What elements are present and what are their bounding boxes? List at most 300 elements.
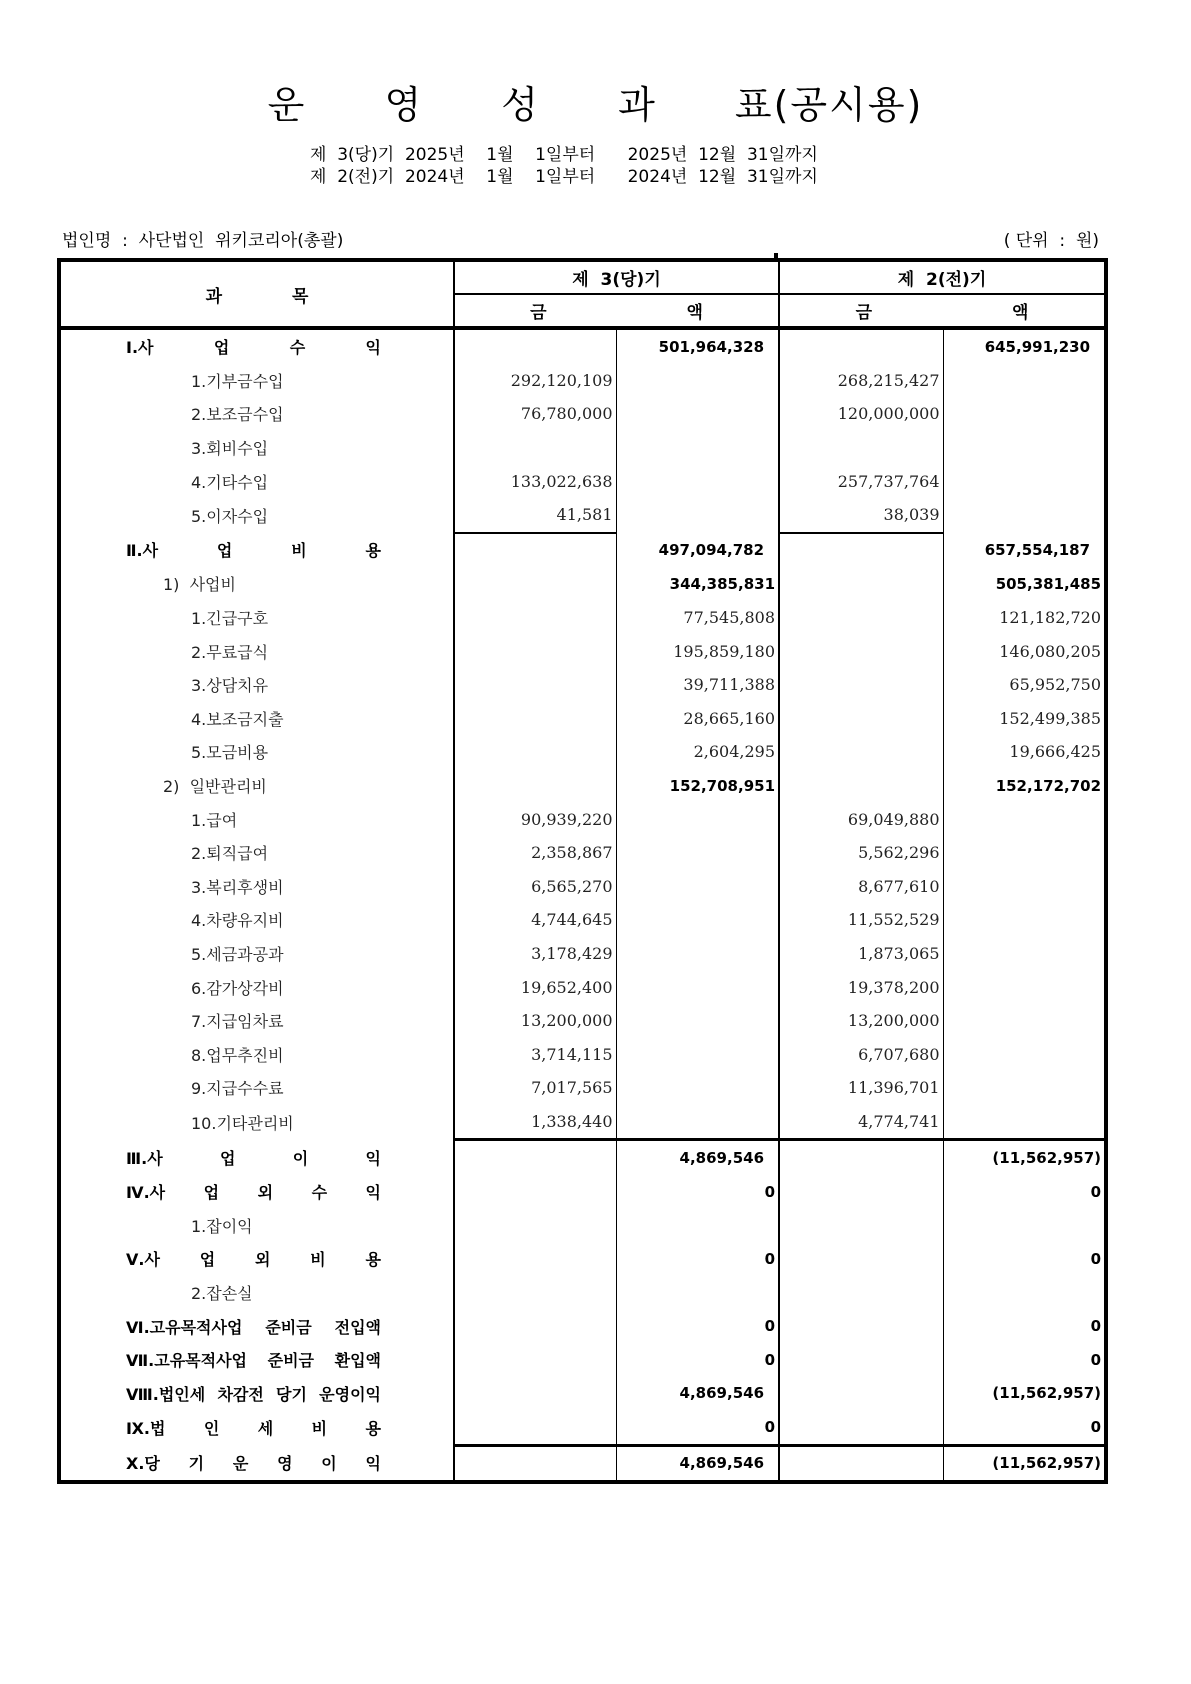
- line-item-title: 3.회비수입: [191, 439, 269, 459]
- cur-sub-amount: [454, 735, 616, 769]
- table-row: [59, 903, 1106, 937]
- row-label: [59, 364, 454, 398]
- section-title: [126, 1416, 381, 1439]
- cur-total-amount: 0: [616, 1410, 779, 1445]
- row-label: [59, 836, 454, 870]
- prev-total-amount: 657,554,187: [943, 533, 1106, 568]
- cur-total-amount: [616, 1208, 779, 1242]
- table-row: [59, 970, 1106, 1004]
- cur-sub-amount: [454, 1376, 616, 1410]
- cur-total-amount: 4,869,546: [616, 1445, 779, 1482]
- section-title: [126, 1180, 381, 1203]
- group-title: 1) 사업비: [163, 575, 236, 595]
- section-title-part: 이: [321, 1454, 337, 1474]
- cur-total-amount: 0: [616, 1175, 779, 1209]
- table-row: [59, 1004, 1106, 1038]
- cur-sub-amount: [454, 1242, 616, 1276]
- table-row: [59, 397, 1106, 431]
- row-label: [59, 498, 454, 533]
- row-label: [59, 937, 454, 971]
- section-title-part: Ⅸ.법: [126, 1419, 166, 1439]
- prev-sub-amount: 1,873,065: [779, 937, 943, 971]
- line-item-title: 1.잡이익: [191, 1216, 253, 1236]
- cur-sub-amount: 76,780,000: [454, 397, 616, 431]
- prev-sub-amount: [779, 431, 943, 465]
- corporation-name: 법인명 : 사단법인 위키코리아(총괄): [62, 231, 344, 251]
- prev-total-amount: [943, 1071, 1106, 1105]
- prev-sub-amount: [779, 1208, 943, 1242]
- cur-total-amount: 4,869,546: [616, 1376, 779, 1410]
- line-item-title: 2.잡손실: [191, 1283, 253, 1303]
- cur-sub-amount: 13,200,000: [454, 1004, 616, 1038]
- cur-sub-amount: 4,744,645: [454, 903, 616, 937]
- table-row: [59, 1208, 1106, 1242]
- row-label: [59, 397, 454, 431]
- prev-total-amount: (11,562,957): [943, 1445, 1106, 1482]
- prev-sub-amount: [779, 567, 943, 601]
- prev-sub-amount: [779, 533, 943, 568]
- row-label: [59, 464, 454, 498]
- row-label: [59, 1175, 454, 1209]
- prev-sub-amount: 4,774,741: [779, 1105, 943, 1140]
- section-title-part: 수: [311, 1183, 328, 1203]
- line-item-title: 4.기타수입: [191, 472, 269, 492]
- section-title-part: 용: [365, 1250, 381, 1270]
- row-label: [59, 802, 454, 836]
- cur-total-amount: [616, 498, 779, 533]
- cur-sub-amount: 292,120,109: [454, 364, 616, 398]
- table-row: [59, 802, 1106, 836]
- section-title-part: Ⅵ.고유목적사업: [126, 1317, 243, 1337]
- prev-total-amount: [943, 870, 1106, 904]
- table-row: [59, 328, 1106, 364]
- row-label: [59, 1410, 454, 1445]
- group-title: 2) 일반관리비: [163, 777, 267, 797]
- section-title-part: 준비금: [267, 1351, 314, 1371]
- cur-sub-amount: [454, 431, 616, 465]
- section-title-part: 운영이익: [319, 1384, 381, 1404]
- section-title-part: 업: [213, 338, 230, 358]
- cur-total-amount: [616, 970, 779, 1004]
- table-row: [59, 668, 1106, 702]
- cur-total-amount: [616, 836, 779, 870]
- prev-total-amount: [943, 1037, 1106, 1071]
- prev-total-amount: (11,562,957): [943, 1140, 1106, 1175]
- cur-total-amount: [616, 397, 779, 431]
- section-title-part: 이: [292, 1148, 309, 1168]
- line-item-title: 1.기부금수입: [191, 371, 284, 391]
- section-title-part: 외: [254, 1250, 271, 1270]
- prev-total-amount: 0: [943, 1309, 1106, 1343]
- prev-sub-amount: [779, 702, 943, 736]
- cur-total-amount: [616, 1105, 779, 1140]
- section-title-part: 전입액: [334, 1317, 381, 1337]
- section-title: [126, 1247, 381, 1270]
- section-title-part: 업: [199, 1250, 216, 1270]
- line-item-title: 5.이자수입: [191, 506, 269, 526]
- prev-sub-amount: 11,552,529: [779, 903, 943, 937]
- prev-total-amount: [943, 802, 1106, 836]
- line-item-title: 9.지급수수료: [191, 1079, 284, 1099]
- section-title-part: Ⅳ.사: [126, 1183, 166, 1203]
- current-amount-header: [454, 294, 779, 328]
- row-label: [59, 1242, 454, 1276]
- current-period-header: 제 3(당)기: [454, 260, 779, 294]
- prev-sub-amount: [779, 1309, 943, 1343]
- table-row: [59, 1071, 1106, 1105]
- prev-total-amount: [943, 397, 1106, 431]
- prev-sub-amount: 257,737,764: [779, 464, 943, 498]
- line-item-title: 5.세금과공과: [191, 944, 284, 964]
- table-row: [59, 567, 1106, 601]
- cur-sub-amount: [454, 702, 616, 736]
- cur-total-amount: [616, 1004, 779, 1038]
- row-label: [59, 769, 454, 803]
- line-item-title: 6.감가상각비: [191, 978, 284, 998]
- cur-total-amount: [616, 364, 779, 398]
- cur-total-amount: 0: [616, 1242, 779, 1276]
- section-title-part: 비: [291, 541, 307, 561]
- row-label: [59, 870, 454, 904]
- prev-total-amount: 0: [943, 1410, 1106, 1445]
- table-row: [59, 1140, 1106, 1175]
- prev-total-amount: 152,499,385: [943, 702, 1106, 736]
- prev-total-amount: [943, 970, 1106, 1004]
- prev-sub-amount: [779, 1410, 943, 1445]
- cur-sub-amount: 2,358,867: [454, 836, 616, 870]
- cur-total-amount: 2,604,295: [616, 735, 779, 769]
- table-row: [59, 1037, 1106, 1071]
- line-item-title: 4.차량유지비: [191, 911, 284, 931]
- cur-sub-amount: [454, 769, 616, 803]
- table-row: [59, 1105, 1106, 1140]
- section-title-part: 기: [188, 1454, 205, 1474]
- amount-char: 금: [855, 303, 873, 323]
- prev-sub-amount: 13,200,000: [779, 1004, 943, 1038]
- line-item-title: 3.복리후생비: [191, 877, 284, 897]
- subject-header: [59, 260, 454, 328]
- table-row: [59, 1376, 1106, 1410]
- section-title-part: 비: [311, 1419, 328, 1439]
- prev-sub-amount: [779, 769, 943, 803]
- prev-sub-amount: [779, 735, 943, 769]
- cur-sub-amount: [454, 1276, 616, 1310]
- row-label: [59, 634, 454, 668]
- prev-sub-amount: [779, 1175, 943, 1209]
- cur-sub-amount: [454, 1175, 616, 1209]
- prev-sub-amount: [779, 1242, 943, 1276]
- section-title-part: 차감전: [217, 1384, 264, 1404]
- section-title: [126, 538, 381, 561]
- cur-total-amount: [616, 802, 779, 836]
- amount-char: 금: [530, 303, 547, 323]
- section-title-part: 수: [289, 338, 306, 358]
- prev-sub-amount: [779, 1376, 943, 1410]
- cur-sub-amount: 90,939,220: [454, 802, 616, 836]
- section-title-part: 영: [277, 1454, 293, 1474]
- section-title: [126, 1348, 381, 1371]
- subject-header-char: 과: [205, 286, 222, 307]
- section-title: [126, 1451, 381, 1474]
- cur-total-amount: 39,711,388: [616, 668, 779, 702]
- prev-sub-amount: 69,049,880: [779, 802, 943, 836]
- row-label: [59, 1140, 454, 1175]
- prev-total-amount: [943, 1004, 1106, 1038]
- prev-sub-amount: [779, 1343, 943, 1377]
- prev-total-amount: 146,080,205: [943, 634, 1106, 668]
- cur-sub-amount: [454, 601, 616, 635]
- prev-sub-amount: 5,562,296: [779, 836, 943, 870]
- cur-total-amount: [616, 937, 779, 971]
- line-item-title: 4.보조금지출: [191, 709, 284, 729]
- row-label: [59, 1071, 454, 1105]
- prev-sub-amount: [779, 1140, 943, 1175]
- cur-sub-amount: [454, 533, 616, 568]
- prev-sub-amount: [779, 601, 943, 635]
- table-row: [59, 1175, 1106, 1209]
- section-title-part: 업: [219, 1148, 236, 1168]
- cur-total-amount: 152,708,951: [616, 769, 779, 803]
- amount-char: 액: [1012, 303, 1029, 323]
- section-title-part: 환입액: [334, 1351, 381, 1371]
- section-title-part: 용: [365, 541, 381, 561]
- section-title: [126, 1382, 381, 1405]
- table-row: [59, 937, 1106, 971]
- prev-total-amount: 121,182,720: [943, 601, 1106, 635]
- table-row: [59, 735, 1106, 769]
- prev-total-amount: [943, 903, 1106, 937]
- table-row: [59, 464, 1106, 498]
- operating-results-table: [57, 258, 1108, 1484]
- prev-total-amount: 152,172,702: [943, 769, 1106, 803]
- prev-sub-amount: 8,677,610: [779, 870, 943, 904]
- row-label: [59, 1376, 454, 1410]
- row-label: [59, 1004, 454, 1038]
- prev-total-amount: (11,562,957): [943, 1376, 1106, 1410]
- table-row: [59, 769, 1106, 803]
- title-char: 표(공시용): [734, 83, 924, 127]
- line-item-title: 5.모금비용: [191, 743, 269, 763]
- section-title-part: Ⅴ.사: [126, 1250, 160, 1270]
- section-title-part: Ⅲ.사: [126, 1148, 163, 1168]
- prev-sub-amount: 268,215,427: [779, 364, 943, 398]
- prev-total-amount: 65,952,750: [943, 668, 1106, 702]
- line-item-title: 1.급여: [191, 810, 238, 830]
- table-row: [59, 702, 1106, 736]
- table-row: [59, 1309, 1106, 1343]
- prev-total-amount: [943, 431, 1106, 465]
- subject-header-char: 목: [292, 286, 309, 307]
- prev-sub-amount: [779, 1276, 943, 1310]
- line-item-title: 10.기타관리비: [191, 1113, 294, 1133]
- prev-total-amount: [943, 1276, 1106, 1310]
- cur-total-amount: 0: [616, 1309, 779, 1343]
- cur-sub-amount: 7,017,565: [454, 1071, 616, 1105]
- section-title-part: 업: [203, 1183, 220, 1203]
- title-char: 운: [267, 83, 307, 127]
- cur-sub-amount: 19,652,400: [454, 970, 616, 1004]
- table-row: [59, 1445, 1106, 1482]
- document-title: [0, 74, 1191, 129]
- cur-sub-amount: [454, 1208, 616, 1242]
- row-label: [59, 1309, 454, 1343]
- unit-label: ( 단위 : 원): [1003, 231, 1099, 251]
- prev-total-amount: 0: [943, 1343, 1106, 1377]
- cur-total-amount: [616, 1071, 779, 1105]
- line-item-title: 7.지급임차료: [191, 1012, 284, 1032]
- cur-sub-amount: [454, 1410, 616, 1445]
- cur-sub-amount: [454, 567, 616, 601]
- cur-sub-amount: [454, 328, 616, 364]
- section-title: [126, 1146, 381, 1169]
- row-label: [59, 1445, 454, 1482]
- cur-total-amount: 4,869,546: [616, 1140, 779, 1175]
- row-label: [59, 1208, 454, 1242]
- table-row: [59, 1276, 1106, 1310]
- prev-total-amount: 19,666,425: [943, 735, 1106, 769]
- row-label: [59, 1276, 454, 1310]
- cur-total-amount: [616, 431, 779, 465]
- cur-sub-amount: 3,714,115: [454, 1037, 616, 1071]
- table-row: [59, 498, 1106, 533]
- cur-total-amount: 0: [616, 1343, 779, 1377]
- cur-total-amount: [616, 1037, 779, 1071]
- section-title-part: 익: [365, 1454, 381, 1474]
- row-label: [59, 601, 454, 635]
- cur-sub-amount: 41,581: [454, 498, 616, 533]
- prev-sub-amount: 38,039: [779, 498, 943, 533]
- cur-sub-amount: [454, 1445, 616, 1482]
- line-item-title: 2.무료급식: [191, 642, 269, 662]
- section-title-part: 준비금: [265, 1317, 312, 1337]
- prev-sub-amount: [779, 328, 943, 364]
- prev-total-amount: 505,381,485: [943, 567, 1106, 601]
- section-title-part: 세: [257, 1419, 274, 1439]
- prev-total-amount: [943, 836, 1106, 870]
- line-item-title: 3.상담치유: [191, 676, 269, 696]
- row-label: [59, 533, 454, 568]
- section-title-part: 당기: [276, 1384, 307, 1404]
- cur-sub-amount: 1,338,440: [454, 1105, 616, 1140]
- cur-sub-amount: [454, 668, 616, 702]
- cur-total-amount: [616, 1276, 779, 1310]
- line-item-title: 2.퇴직급여: [191, 844, 269, 864]
- period-current: 제 3(당)기 2025년 1월 1일부터 2025년 12월 31일까지: [310, 145, 818, 165]
- section-title: [126, 1315, 381, 1338]
- table-row: [59, 533, 1106, 568]
- prior-amount-header: [779, 294, 1106, 328]
- prev-sub-amount: [779, 634, 943, 668]
- section-title-part: Ⅱ.사: [126, 541, 159, 561]
- line-item-title: 2.보조금수입: [191, 405, 284, 425]
- section-title-part: Ⅰ.사: [126, 338, 154, 358]
- section-title-part: 용: [365, 1419, 381, 1439]
- cur-total-amount: 77,545,808: [616, 601, 779, 635]
- row-label: [59, 431, 454, 465]
- title-char: 영: [384, 83, 424, 127]
- table-row: [59, 1343, 1106, 1377]
- prev-total-amount: [943, 498, 1106, 533]
- section-title: [126, 335, 381, 358]
- prev-total-amount: [943, 464, 1106, 498]
- cur-total-amount: [616, 464, 779, 498]
- section-title-part: 업: [216, 541, 233, 561]
- prev-sub-amount: 120,000,000: [779, 397, 943, 431]
- section-title-part: 익: [365, 1183, 381, 1203]
- cur-sub-amount: 3,178,429: [454, 937, 616, 971]
- section-title-part: Ⅶ.고유목적사업: [126, 1351, 247, 1371]
- prev-total-amount: 0: [943, 1242, 1106, 1276]
- cur-total-amount: [616, 870, 779, 904]
- prev-total-amount: [943, 1105, 1106, 1140]
- line-item-title: 1.긴급구호: [191, 609, 269, 629]
- table-row: [59, 431, 1106, 465]
- table-body: [59, 328, 1106, 1482]
- row-label: [59, 1343, 454, 1377]
- period-prior: 제 2(전)기 2024년 1월 1일부터 2024년 12월 31일까지: [310, 167, 818, 187]
- table-row: [59, 364, 1106, 398]
- table-row: [59, 634, 1106, 668]
- cur-total-amount: 195,859,180: [616, 634, 779, 668]
- cur-sub-amount: 133,022,638: [454, 464, 616, 498]
- prev-sub-amount: [779, 668, 943, 702]
- row-label: [59, 735, 454, 769]
- prev-total-amount: [943, 1208, 1106, 1242]
- prev-total-amount: 645,991,230: [943, 328, 1106, 364]
- table-row: [59, 836, 1106, 870]
- amount-char: 액: [686, 303, 703, 323]
- cur-sub-amount: 6,565,270: [454, 870, 616, 904]
- cur-total-amount: 501,964,328: [616, 328, 779, 364]
- table-row: [59, 870, 1106, 904]
- section-title-part: 운: [232, 1454, 249, 1474]
- cur-total-amount: 497,094,782: [616, 533, 779, 568]
- cur-sub-amount: [454, 1309, 616, 1343]
- prev-sub-amount: [779, 1445, 943, 1482]
- prev-total-amount: [943, 364, 1106, 398]
- title-char: 성: [501, 83, 540, 127]
- cur-total-amount: [616, 903, 779, 937]
- section-title-part: Ⅹ.당: [126, 1454, 160, 1474]
- cur-sub-amount: [454, 634, 616, 668]
- row-label: [59, 1037, 454, 1071]
- prev-total-amount: 0: [943, 1175, 1106, 1209]
- section-title-part: 인: [203, 1419, 220, 1439]
- row-label: [59, 970, 454, 1004]
- row-label: [59, 668, 454, 702]
- table-row: [59, 1242, 1106, 1276]
- cur-sub-amount: [454, 1140, 616, 1175]
- prev-total-amount: [943, 937, 1106, 971]
- row-label: [59, 567, 454, 601]
- section-title-part: Ⅷ.법인세: [126, 1384, 206, 1404]
- line-item-title: 8.업무추진비: [191, 1045, 284, 1065]
- title-char: 과: [618, 83, 657, 127]
- section-title-part: 외: [257, 1183, 274, 1203]
- row-label: [59, 1105, 454, 1140]
- table-row: [59, 1410, 1106, 1445]
- prior-period-header: 제 2(전)기: [779, 260, 1106, 294]
- section-title-part: 비: [310, 1250, 326, 1270]
- table-row: [59, 601, 1106, 635]
- row-label: [59, 702, 454, 736]
- prev-sub-amount: 19,378,200: [779, 970, 943, 1004]
- cur-total-amount: 28,665,160: [616, 702, 779, 736]
- section-title-part: 익: [365, 1148, 381, 1168]
- cur-total-amount: 344,385,831: [616, 567, 779, 601]
- prev-sub-amount: 6,707,680: [779, 1037, 943, 1071]
- cur-sub-amount: [454, 1343, 616, 1377]
